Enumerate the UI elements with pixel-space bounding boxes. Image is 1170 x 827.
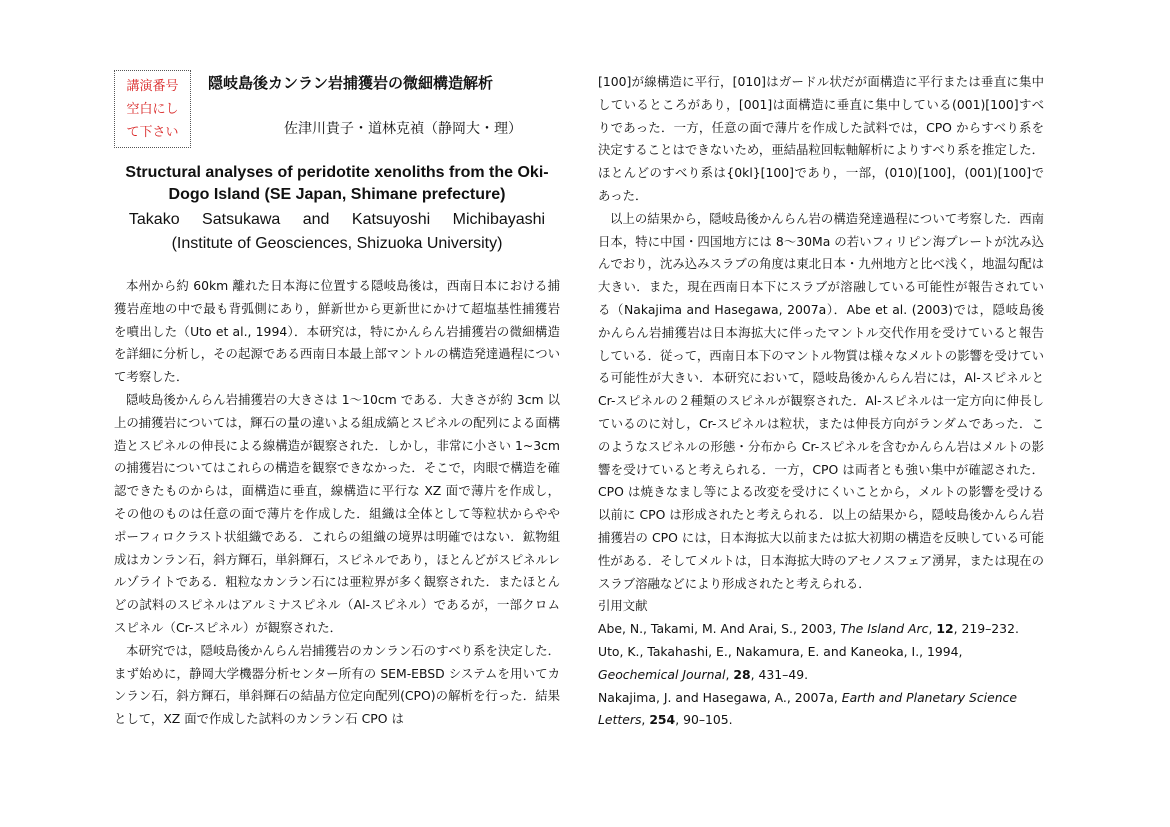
reference-item: [598, 618, 1044, 641]
japanese-title: 隠岐島後カンラン岩捕獲岩の微細構造解析: [208, 74, 494, 92]
body-paragraph: 隠岐島後かんらん岩捕獲岩の大きさは 1〜10cm である．大きさが約 3cm 以上の捕獲岩については，輝石の量の違いよる組成縞とスピネルの配列による面構造とスピネルの伸長による線構造が観察された．しかし，非常に小さい 1~3cm の捕獲岩についてはこれらの構造を観察できなかった．そこで，肉眼で構造を確認できたものからは，面構造に垂直，線構造に平行な XZ 面で薄片を作成し，その他のものは任意の面で薄片を作成した．組織は全体として等粒状からややポーフィロクラスト状組織である．これらの組織の境界は明確ではない．鉱物組成はカンラン石，斜方輝石，単斜輝石，スピネルであり，ほとんどがスピネルレルゾライトである．粗粒なカンラン石には亜粒界が多く観察された．またほとんどの試料のスピネルはアルミナスピネル（Al-スピネル）であるが，一部クロムスピネル（Cr-スピネル）が観察された．: [114, 391, 560, 635]
english-title-line: Dogo Island (SE Japan, Shimane prefecture): [168, 186, 506, 203]
ref-volume: 254: [649, 712, 676, 728]
english-title-line: Structural analyses of peridotite xenoliths from the Oki-: [125, 164, 549, 181]
japanese-authors: 佐津川貴子・道林克禎（静岡大・理）: [284, 121, 522, 137]
english-affiliation: (Institute of Geosciences, Shizuoka University): [171, 235, 503, 252]
references-heading: 引用文献: [598, 598, 648, 614]
body-paragraph-continued: [100]が線構造に平行，[010]はガードル状だが面構造に平行または垂直に集中しているところがあり，[001]は面構造に垂直に集中している(001)[100]すべりであった．一方，任意の面で薄片を作成した試料では，CPO からすべり系を決定することはできないため，亜結晶粒回転軸解析によりすべり系を推定した．ほとんどのすべり系は{0kl}[100]であり，一部，(010)[100]，(001)[100]であった．: [598, 74, 1044, 203]
ref-sep: ,: [725, 666, 734, 682]
stamp-line: 空白にし: [126, 102, 179, 117]
ref-volume: 28: [733, 666, 751, 682]
body-paragraph: 本州から約 60km 離れた日本海に位置する隠岐島後は，西南日本における捕獲岩産地の中で最も背弧側にあり，鮮新世から更新世にかけて超塩基性捕獲岩を噴出した（Uto et al., 1994）．本研究は，特にかんらん岩捕獲岩の微細構造を詳細に分析し，その起源である西南日本最上部マントルの構造発達過程について考察した．: [114, 278, 560, 385]
english-authors: Takako Satsukawa and Katsuyoshi Michibayashi: [128, 211, 546, 228]
ref-pages: , 219–232.: [953, 621, 1019, 637]
stamp-line: て下さい: [126, 125, 179, 140]
reference-item: [598, 687, 1044, 733]
ref-sep: ,: [641, 712, 650, 728]
reference-item: [598, 641, 1044, 687]
ref-volume: 12: [936, 621, 954, 637]
ref-authors: Uto, K., Takahashi, E., Nakamura, E. and Kaneoka, I., 1994,: [598, 643, 963, 659]
ref-pages: , 90–105.: [675, 712, 733, 728]
left-column: [114, 275, 560, 731]
ref-sep: ,: [928, 621, 937, 637]
stamp-line: 講演番号: [126, 79, 179, 94]
ref-journal: Earth and Planetary Science Letters: [598, 689, 1017, 728]
ref-authors: Nakajima, J. and Hasegawa, A., 2007a,: [598, 689, 842, 705]
lecture-number-stamp: [114, 70, 191, 148]
english-title: [114, 162, 560, 206]
ref-authors: Abe, N., Takami, M. And Arai, S., 2003,: [598, 621, 841, 637]
right-column: [598, 71, 1044, 732]
body-paragraph: 以上の結果から，隠岐島後かんらん岩の構造発達過程について考察した．西南日本，特に中国・四国地方には 8〜30Ma の若いフィリピン海プレートが沈み込んでおり，沈み込みスラブの角度は東北日本・九州地方と比べ浅く，地温勾配は大きい．また，現在西南日本下にスラブが溶融している可能性が報告されている（Nakajima and Hasegawa, 2007a）．Abe et al. (2003)では，隠岐島後かんらん岩捕獲岩は日本海拡大に伴ったマントル交代作用を受けていると報告している．従って，西南日本下のマントル物質は様々なメルトの影響を受けている可能性が大きい．本研究において，隠岐島後かんらん岩には，Al-スピネルと Cr-スピネルの２種類のスピネルが観察された．Al-スピネルは一定方向に伸長しているのに対し，Cr-スピネルは粒状，または伸長方向がランダムであった．このようなスピネルの形態・分布から Cr-スピネルを含むかんらん岩はメルトの影響を受けていると考えられる．一方，CPO は両者とも強い集中が確認された．CPO は焼きなまし等による改変を受けにくいことから，メルトの影響を受ける以前に CPO は形成されたと考えられる．以上の結果から，隠岐島後かんらん岩捕獲岩の CPO には，日本海拡大以前または拡大初期の構造を反映している可能性がある．そしてメルトは，日本海拡大時のアセノスフェア湧昇，または現在のスラブ溶融などにより形成されたと考えられる．: [598, 210, 1044, 591]
ref-pages: , 431–49.: [750, 666, 809, 682]
ref-journal: The Island Arc: [840, 621, 929, 637]
body-paragraph: 本研究では，隠岐島後かんらん岩捕獲岩のカンラン石のすべり系を決定した．まず始めに，静岡大学機器分析センター所有の SEM-EBSD システムを用いてカンラン石，斜方輝石，単斜輝石の結晶方位定向配列(CPO)の解析を行った．結果として，XZ 面で作成した試料のカンラン石 CPO は: [114, 642, 560, 727]
ref-journal: Geochemical Journal: [598, 666, 726, 682]
english-header: [114, 162, 560, 256]
